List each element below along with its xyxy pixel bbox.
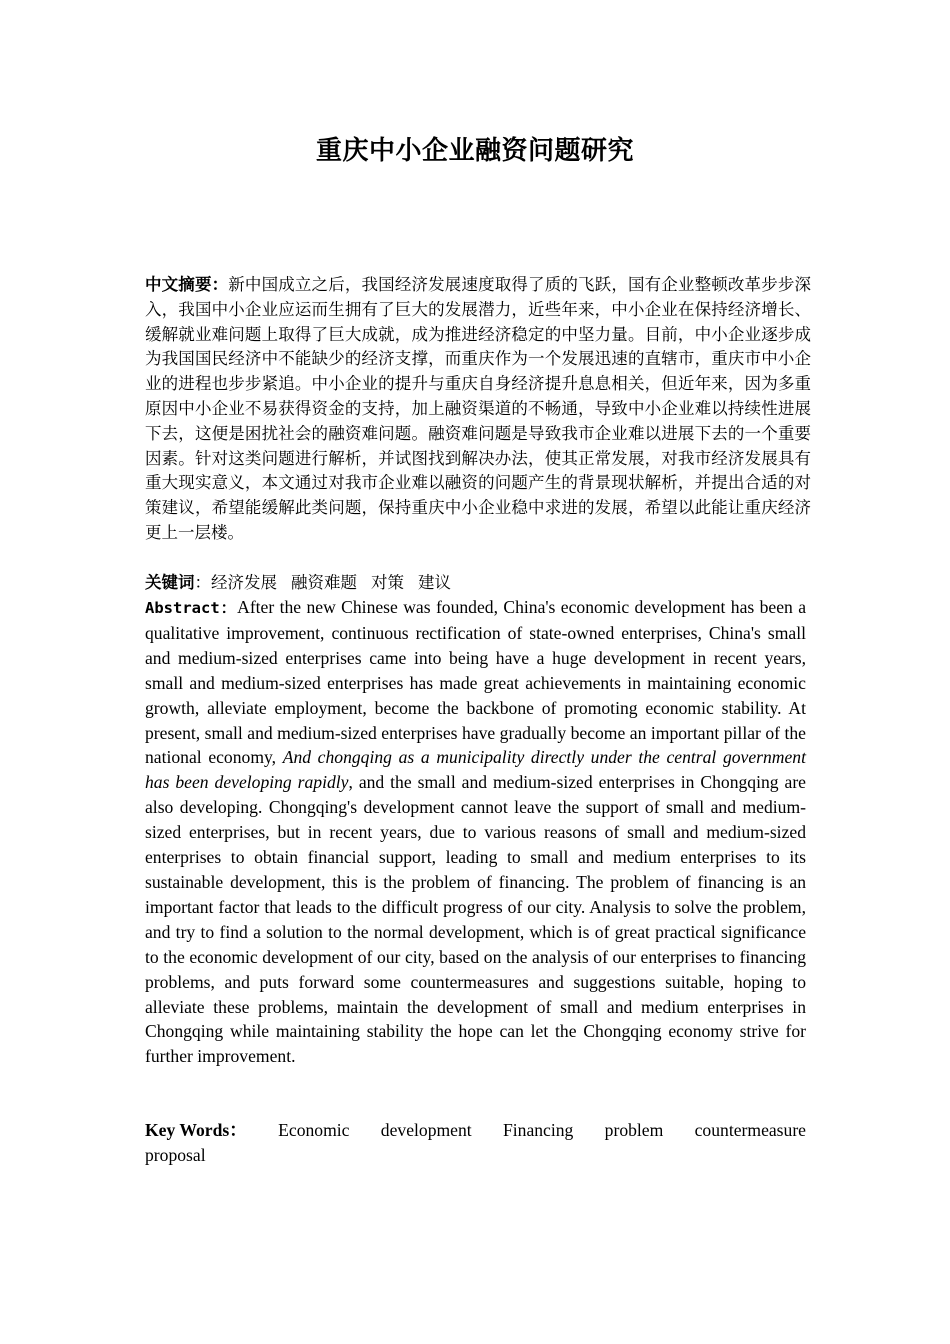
english-keyword: problem — [604, 1120, 664, 1140]
english-keyword: Financing — [502, 1120, 574, 1140]
chinese-abstract-text: 新中国成立之后，我国经济发展速度取得了质的飞跃，国有企业整顿改革步步深入，我国中小企业应运而生拥有了巨大的发展潜力，近些年来，中小企业在保持经济增长、缓解就业难问题上取得了巨大成就，成为推进经济稳定的中坚力量。目前，中小企业逐步成为我国国民经济中不能缺少的经济支撑，而重庆作为一个发展迅速的直辖市，重庆市中小企业的进程也步步紧追。中小企业的提升与重庆自身经济提升息息相关，但近年来，因为多重原因中小企业不易获得资金的支持，加上融资渠道的不畅通，导致中小企业难以持续性进展下去，这便是困扰社会的融资难问题。融资难问题是导致我市企业难以进展下去的一个重要因素。针对这类问题进行解析，并试图找到解决办法，使其正常发展，对我市经济发展具有重大现实意义，本文通过对我市企业难以融资的问题产生的背景现状解析，并提出合适的对策建议，希望能缓解此类问题，保持重庆中小企业稳中求进的发展，希望以此能让重庆经济更上一层楼。 — [145, 275, 812, 542]
chinese-keyword: 经济发展 — [211, 573, 277, 592]
chinese-keyword: 对策 — [371, 573, 404, 592]
english-abstract — [145, 595, 806, 1069]
english-abstract-label: Abstract： — [145, 599, 238, 617]
english-keywords — [145, 1118, 806, 1168]
english-keyword: countermeasure — [694, 1120, 806, 1140]
english-keywords-label: Key Words： — [145, 1120, 247, 1140]
chinese-keywords — [145, 571, 811, 596]
english-keywords-line — [145, 1118, 806, 1143]
english-abstract-text-part1: After the new Chinese was founded, China's economic development has been a qualitative improvement, continuous rectification of state-owned enterprises, China's small and medium-sized enterprises came into being have a huge development in recent years, small and medium-sized enterprises has made great achievements in maintaining economic growth, alleviate employment, become the backbone of promoting economic stability. At present, small and medium-sized enterprises have gradually become an important pillar of the national economy, — [145, 597, 806, 768]
english-abstract-text-italic: And chongqing as a municipality directly under the central government has been developing rapidly — [145, 747, 806, 793]
chinese-keywords-label: 关键词 — [145, 573, 195, 592]
english-keyword: development — [380, 1120, 472, 1140]
english-keyword: Economic — [278, 1120, 350, 1140]
chinese-keyword: 融资难题 — [291, 573, 357, 592]
chinese-abstract — [145, 273, 811, 546]
chinese-keywords-colon: ： — [194, 573, 211, 592]
paper-title: 重庆中小企业融资问题研究 — [315, 136, 634, 166]
english-keyword: proposal — [145, 1144, 206, 1165]
chinese-abstract-label: 中文摘要： — [145, 275, 229, 294]
chinese-keyword: 建议 — [418, 573, 451, 592]
english-abstract-text-part2: , and the small and medium-sized enterprises in Chongqing are also developing. Chongqing's development cannot leave the support of small and medium-sized enterprises, but in recent years, due to various reasons of small and medium-sized enterprises to obtain financial support, leading to small and medium enterprises to its sustainable development, this is the problem of financing. The problem of financing is an important factor that leads to the difficult progress of our city. Analysis to solve the problem, and try to find a solution to the normal development, which is of great practical significance to the economic development of our city, based on the analysis of our enterprises to financing problems, and puts forward some countermeasures and suggestions suitable, hoping to alleviate these problems, maintain the development of small and medium enterprises in Chongqing while maintaining stability the hope can let the Chongqing economy strive for further improvement. — [145, 772, 806, 1067]
